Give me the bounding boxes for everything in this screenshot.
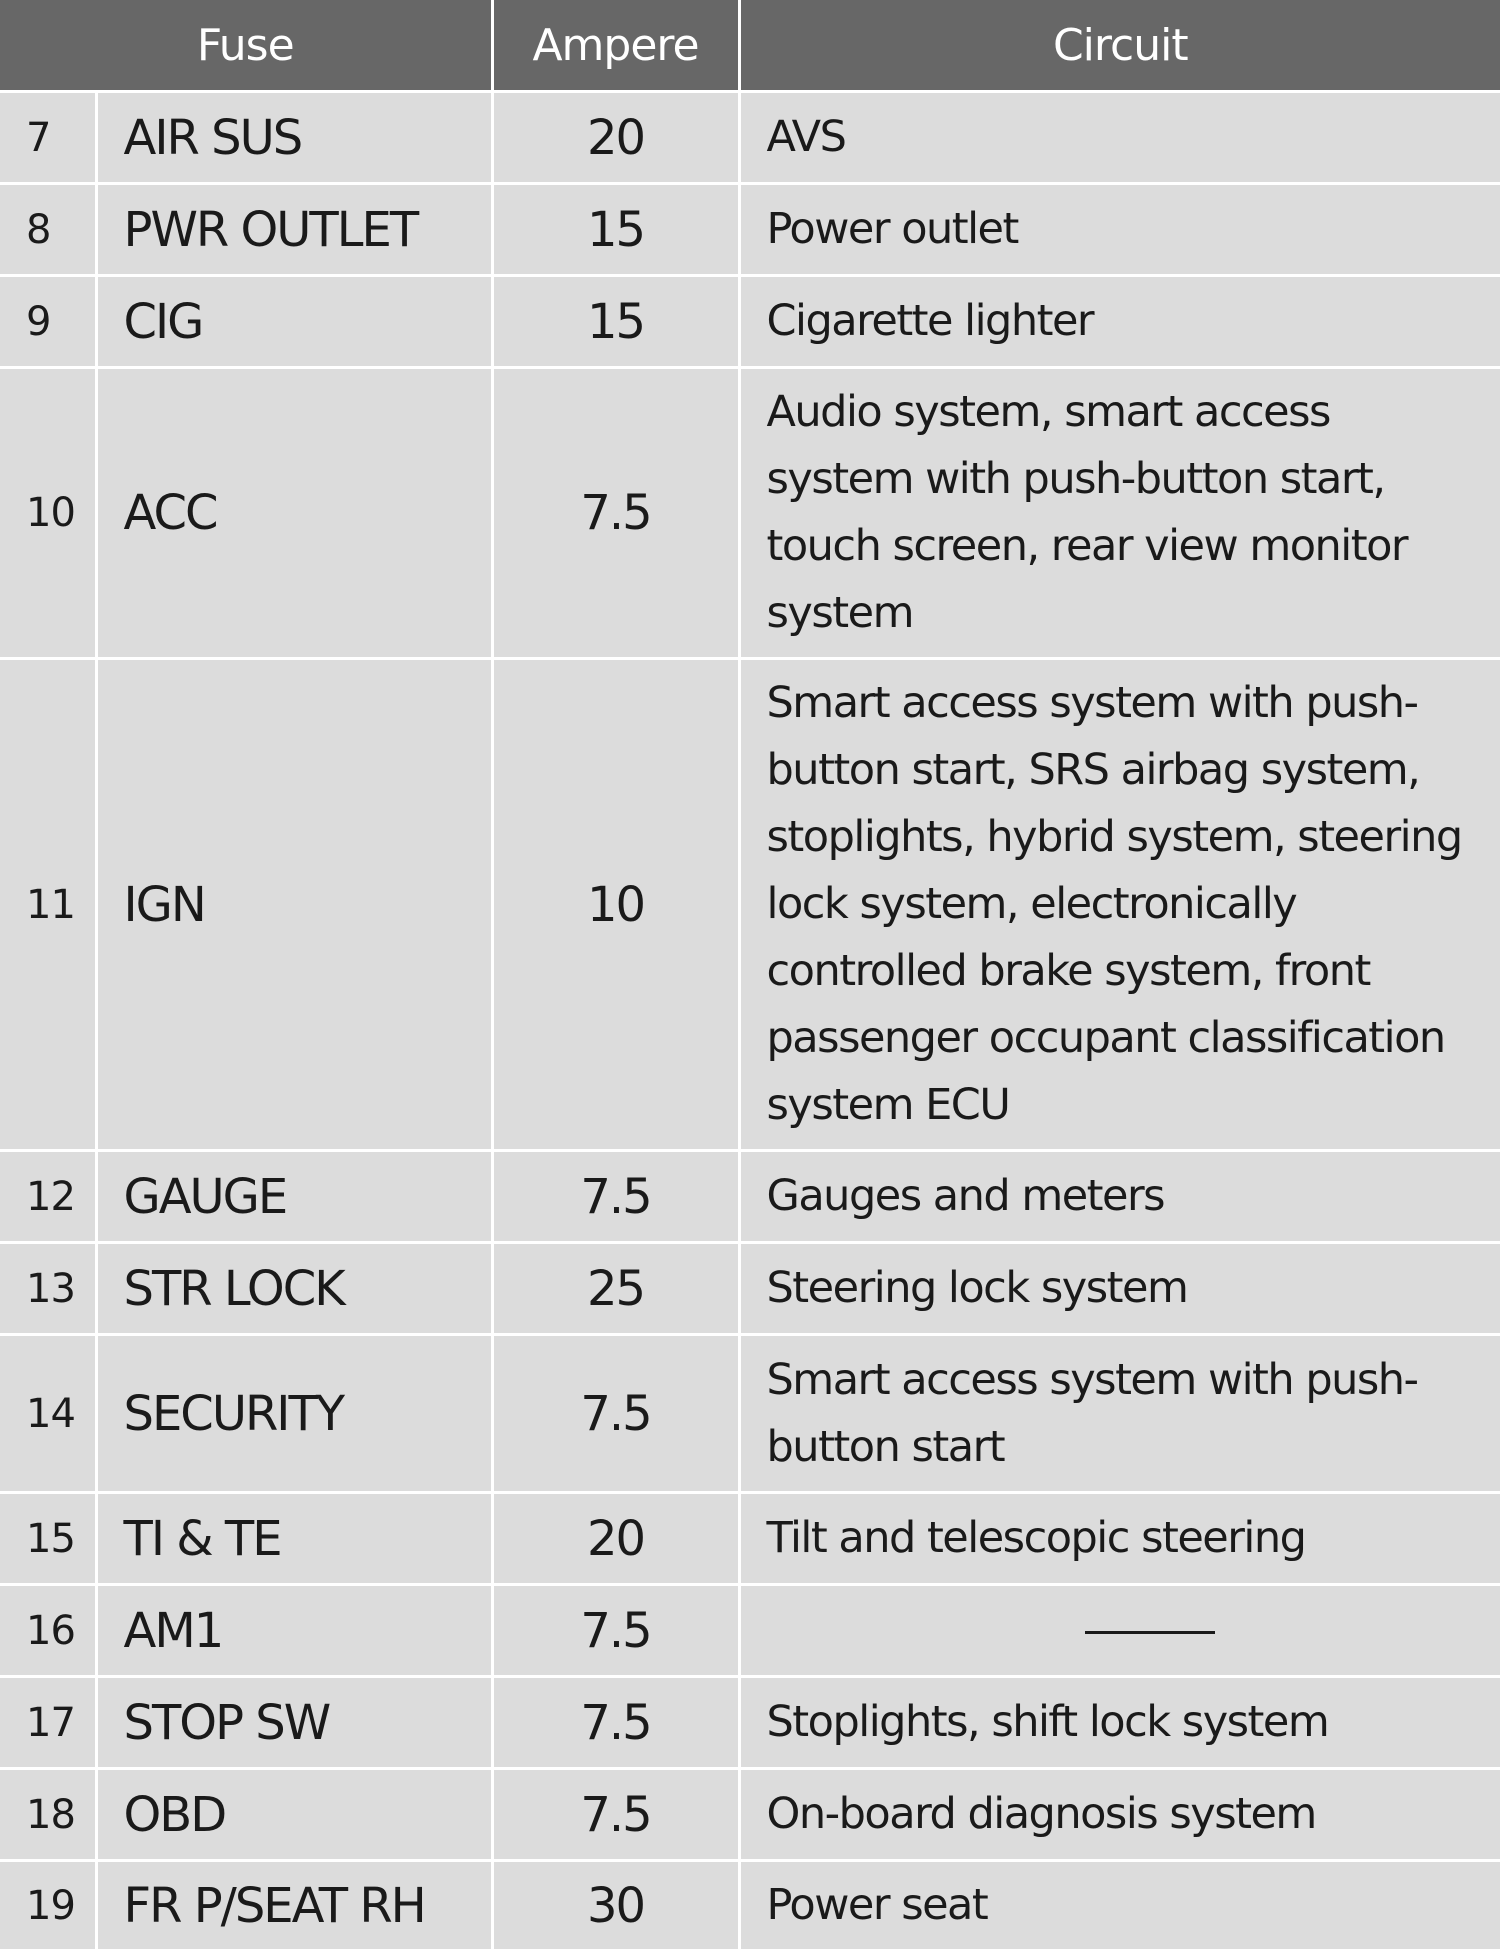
table-row [0, 1677, 1500, 1769]
fuse-name: AM1 [96, 1585, 492, 1677]
fuse-name: OBD [96, 1769, 492, 1861]
fuse-circuit: AVS [739, 92, 1500, 184]
fuse-circuit: Smart access system with push-button start [739, 1335, 1500, 1493]
table-row [0, 1769, 1500, 1861]
fuse-number: 12 [0, 1151, 96, 1243]
fuse-number: 15 [0, 1493, 96, 1585]
fuse-number: 7 [0, 92, 96, 184]
fuse-number: 10 [0, 368, 96, 659]
table-body [0, 92, 1500, 1951]
fuse-name: IGN [96, 659, 492, 1151]
fuse-circuit: Power outlet [739, 184, 1500, 276]
fuse-ampere: 15 [492, 276, 739, 368]
fuse-name: TI & TE [96, 1493, 492, 1585]
table-row [0, 1335, 1500, 1493]
dash-line [1085, 1631, 1215, 1634]
fuse-number: 19 [0, 1861, 96, 1951]
fuse-name: FR P/SEAT RH [96, 1861, 492, 1951]
fuse-number: 18 [0, 1769, 96, 1861]
fuse-number: 14 [0, 1335, 96, 1493]
fuse-circuit [1215, 1597, 1216, 1598]
fuse-number: 9 [0, 276, 96, 368]
header-fuse: Fuse [0, 0, 492, 92]
table-row [0, 659, 1500, 1151]
table-row [0, 276, 1500, 368]
fuse-ampere: 7.5 [492, 368, 739, 659]
fuse-circuit: Power seat [739, 1861, 1500, 1951]
table-row [0, 92, 1500, 184]
table-row [0, 184, 1500, 276]
fuse-circuit: Stoplights, shift lock system [739, 1677, 1500, 1769]
fuse-name: ACC [96, 368, 492, 659]
fuse-circuit: Gauges and meters [739, 1151, 1500, 1243]
fuse-circuit: On-board diagnosis system [739, 1769, 1500, 1861]
fuse-number: 11 [0, 659, 96, 1151]
fuse-number: 8 [0, 184, 96, 276]
table-header [0, 0, 1500, 92]
fuse-ampere: 7.5 [492, 1677, 739, 1769]
fuse-name: PWR OUTLET [96, 184, 492, 276]
fuse-name: SECURITY [96, 1335, 492, 1493]
fuse-ampere: 20 [492, 92, 739, 184]
header-ampere: Ampere [492, 0, 739, 92]
fuse-circuit: Steering lock system [739, 1243, 1500, 1335]
fuse-ampere: 7.5 [492, 1585, 739, 1677]
fuse-circuit: Tilt and telescopic steering [739, 1493, 1500, 1585]
fuse-circuit: Smart access system with push-button start, SRS airbag system, stoplights, hybrid system, steering lock system, electronically controlled brake system, front passenger occupant classification system ECU [739, 659, 1500, 1151]
fuse-name: CIG [96, 276, 492, 368]
fuse-ampere: 7.5 [492, 1335, 739, 1493]
fuse-ampere: 7.5 [492, 1151, 739, 1243]
table-row [0, 1493, 1500, 1585]
fuse-ampere: 15 [492, 184, 739, 276]
fuse-circuit: Audio system, smart access system with push-button start, touch screen, rear view monitor system [739, 368, 1500, 659]
fuse-ampere: 25 [492, 1243, 739, 1335]
fuse-circuit-none [739, 1585, 1500, 1677]
fuse-circuit: Cigarette lighter [739, 276, 1500, 368]
table-row [0, 1151, 1500, 1243]
table-row [0, 1243, 1500, 1335]
fuse-number: 17 [0, 1677, 96, 1769]
fuse-name: GAUGE [96, 1151, 492, 1243]
fuse-ampere: 30 [492, 1861, 739, 1951]
table-row [0, 368, 1500, 659]
fuse-name: AIR SUS [96, 92, 492, 184]
fuse-ampere: 20 [492, 1493, 739, 1585]
fuse-number: 16 [0, 1585, 96, 1677]
fuse-number: 13 [0, 1243, 96, 1335]
table-row [0, 1861, 1500, 1951]
fuse-ampere: 7.5 [492, 1769, 739, 1861]
fuse-name: STOP SW [96, 1677, 492, 1769]
header-row [0, 0, 1500, 92]
fuse-ampere: 10 [492, 659, 739, 1151]
table-row [0, 1585, 1500, 1677]
header-circuit: Circuit [739, 0, 1500, 92]
fuse-name: STR LOCK [96, 1243, 492, 1335]
